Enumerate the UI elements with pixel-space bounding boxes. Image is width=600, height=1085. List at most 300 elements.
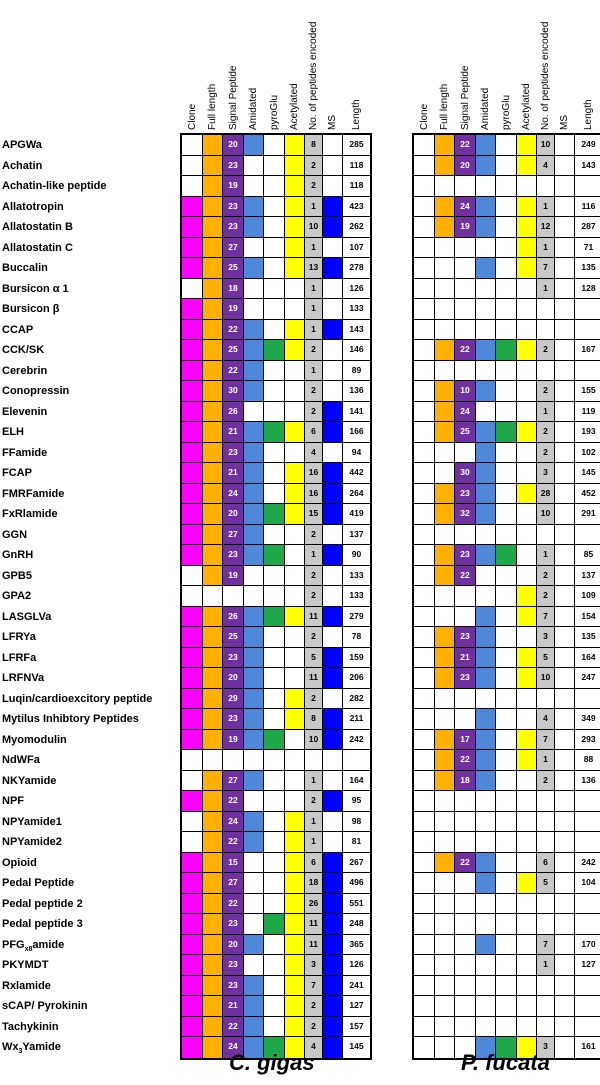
cell-full [435,258,455,279]
cell-ms [323,627,343,648]
cell-full [203,935,223,956]
cell-amid [244,135,264,156]
row-label [2,914,83,934]
cell-pyro [264,750,285,771]
cell-sp: 25 [455,422,476,443]
cell-ms [323,996,343,1017]
row-label-name: Pedal Peptide [2,877,75,889]
cell-ms [323,812,343,833]
cell-pyro [264,709,285,730]
cell-clone [414,996,435,1017]
cell-len: 145 [575,463,600,484]
column-header-pf: Signal Peptide [459,65,471,130]
cell-amid [476,771,496,792]
cell-acet [285,197,305,218]
cell-pep: 3 [537,627,555,648]
row-label-name: FMRFamide [2,487,65,500]
cell-full [203,668,223,689]
cell-ms [555,586,575,607]
cell-ms [323,545,343,566]
cell-acet [517,340,537,361]
cell-sp: 20 [223,135,244,156]
column-header-pf: Amidated [480,87,491,130]
cell-pyro [264,484,285,505]
cell-full [203,381,223,402]
cell-full [203,894,223,915]
cell-sp: 20 [455,156,476,177]
cell-full [435,299,455,320]
cell-full [435,873,455,894]
cell-len: 135 [575,627,600,648]
cell-clone [182,197,203,218]
cell-len: 126 [343,279,370,300]
cell-acet [517,156,537,177]
row-label-name: Elevenin [2,405,48,418]
cell-len: 102 [575,443,600,464]
cell-full [203,217,223,238]
cell-full [203,422,223,443]
column-header-cg: Clone [186,103,198,130]
cell-pep: 7 [537,730,555,751]
cell-amid [244,258,264,279]
cell-pep: 4 [305,1037,323,1058]
cell-full [435,976,455,997]
cell-pyro [496,791,517,812]
cell-amid [476,381,496,402]
row-label [2,566,32,586]
cell-full [435,709,455,730]
row-label-name: Buccalin [2,262,48,274]
cell-acet [285,709,305,730]
cell-amid [244,340,264,361]
cell-len: 551 [343,894,370,915]
cell-pyro [264,914,285,935]
cell-amid [244,771,264,792]
cell-full [203,176,223,197]
cell-pep: 1 [537,197,555,218]
species-label-c-gigas: C. gigas [229,1050,315,1075]
cell-sp [455,996,476,1017]
cell-pyro [496,566,517,587]
cell-pep: 16 [305,484,323,505]
cell-amid [244,996,264,1017]
cell-acet [285,402,305,423]
cell-acet [517,668,537,689]
cell-clone [414,156,435,177]
cell-len: 143 [575,156,600,177]
cell-clone [182,791,203,812]
cell-len: 145 [343,1037,370,1058]
cell-amid [244,709,264,730]
cell-amid [476,955,496,976]
cell-pyro [264,422,285,443]
cell-sp: 25 [223,627,244,648]
cell-full [435,197,455,218]
cell-amid [476,976,496,997]
cell-full [203,812,223,833]
row-label-name: Allatostatin C [2,241,73,254]
row-label-name: CCAP [2,323,34,336]
row-label [2,607,51,627]
cell-pyro [264,545,285,566]
cell-full [435,750,455,771]
cell-sp: 24 [455,197,476,218]
cell-acet [517,996,537,1017]
cell-clone [414,443,435,464]
row-label [2,525,27,545]
cell-clone [182,709,203,730]
cell-amid [244,361,264,382]
cell-acet [285,894,305,915]
cell-pyro [264,299,285,320]
cell-pyro [264,812,285,833]
cell-len: 442 [343,463,370,484]
cell-sp: 19 [223,299,244,320]
cell-pyro [496,586,517,607]
cell-amid [476,750,496,771]
cell-pep: 1 [537,238,555,259]
cell-clone [182,299,203,320]
cell-amid [476,586,496,607]
row-label [2,197,64,217]
cell-ms [555,238,575,259]
cell-clone [182,545,203,566]
cell-full [203,545,223,566]
cell-ms [555,812,575,833]
cell-full [203,361,223,382]
cell-len: 206 [343,668,370,689]
cell-pep: 1 [305,238,323,259]
cell-acet [285,443,305,464]
cell-pep: 2 [305,340,323,361]
cell-clone [182,894,203,915]
cell-sp: 19 [223,566,244,587]
cell-clone [414,176,435,197]
column-header-pf: pyroGlu [500,94,512,130]
cell-ms [555,361,575,382]
cell-sp: 22 [455,135,476,156]
cell-ms [323,853,343,874]
cell-amid [244,607,264,628]
cell-pyro [264,996,285,1017]
cell-amid [244,443,264,464]
cell-sp: 23 [223,955,244,976]
row-label [2,750,40,770]
cell-acet [285,299,305,320]
cell-ms [323,832,343,853]
cell-acet [517,484,537,505]
cell-sp [455,258,476,279]
cell-clone [414,627,435,648]
cell-len [575,525,600,546]
cell-pep: 7 [305,976,323,997]
cell-pyro [496,545,517,566]
cell-amid [244,914,264,935]
cell-sp: 22 [223,894,244,915]
cell-pep: 12 [537,217,555,238]
cell-pyro [496,340,517,361]
cell-pyro [496,525,517,546]
cell-ms [555,894,575,915]
cell-acet [517,422,537,443]
cell-sp: 17 [455,730,476,751]
cell-pyro [264,689,285,710]
cell-clone [182,135,203,156]
cell-ms [323,791,343,812]
cell-amid [244,689,264,710]
cell-sp [455,586,476,607]
cell-pep: 11 [305,914,323,935]
cell-len: 211 [343,709,370,730]
cell-clone [414,258,435,279]
cell-acet [517,217,537,238]
cell-clone [182,504,203,525]
cell-full [203,340,223,361]
cell-pep: 1 [305,361,323,382]
row-label-suffix: amide [32,938,65,951]
cell-amid [244,668,264,689]
row-label-subscript: x8 [24,945,33,953]
cell-pep: 13 [305,258,323,279]
cell-sp [455,443,476,464]
cell-pep [537,1017,555,1038]
cell-full [435,627,455,648]
cell-clone [182,463,203,484]
row-label-name: APGWa [2,139,42,151]
cell-clone [414,135,435,156]
cell-len: 109 [575,586,600,607]
cell-pep: 11 [305,607,323,628]
cell-acet [517,853,537,874]
cell-pyro [264,586,285,607]
cell-clone [414,238,435,259]
row-label [2,894,83,914]
row-label-name: GnRH [2,549,34,561]
cell-acet [517,504,537,525]
cell-ms [555,156,575,177]
cell-pyro [496,648,517,669]
cell-ms [555,197,575,218]
cell-pep: 2 [305,1017,323,1038]
cell-sp: 22 [223,1017,244,1038]
row-label [2,668,44,688]
row-label-name: FFamide [2,446,48,459]
cell-pyro [496,914,517,935]
cell-amid [476,812,496,833]
cell-clone [182,771,203,792]
cell-clone [414,853,435,874]
cell-amid [476,258,496,279]
cell-acet [517,730,537,751]
cell-clone [414,935,435,956]
row-label-name: Conopressin [2,385,70,397]
cell-sp [455,279,476,300]
cell-amid [244,320,264,341]
cell-full [203,976,223,997]
cell-pyro [264,504,285,525]
cell-pyro [496,217,517,238]
cell-pyro [264,217,285,238]
cell-pyro [496,504,517,525]
cell-len [575,812,600,833]
cell-full [435,463,455,484]
cell-sp: 19 [223,730,244,751]
cell-len [575,996,600,1017]
cell-acet [517,1017,537,1038]
cell-amid [244,402,264,423]
cell-len: 154 [575,607,600,628]
cell-clone [414,197,435,218]
cell-full [435,135,455,156]
row-label-name: LRFNVa [2,672,45,684]
cell-ms [323,771,343,792]
cell-full [435,156,455,177]
cell-pep: 2 [305,689,323,710]
cell-ms [555,422,575,443]
cell-pep: 1 [305,320,323,341]
cell-sp: 27 [223,525,244,546]
row-label-name: Cerebrin [2,364,48,377]
cell-ms [323,935,343,956]
cell-pyro [264,340,285,361]
cell-pep: 2 [537,586,555,607]
cell-sp: 21 [223,463,244,484]
cell-amid [476,873,496,894]
cell-amid [476,504,496,525]
cell-clone [414,361,435,382]
row-label-name: Allatotropin [2,200,64,213]
cell-full [203,525,223,546]
cell-clone [414,504,435,525]
cell-len: 247 [575,668,600,689]
row-label [2,258,48,278]
cell-acet [285,1017,305,1038]
cell-pyro [264,320,285,341]
cell-pyro [496,156,517,177]
cell-acet [285,176,305,197]
cell-sp: 26 [223,607,244,628]
cell-amid [244,894,264,915]
cell-clone [414,525,435,546]
cell-pyro [496,279,517,300]
row-label [2,791,24,811]
cell-ms [555,279,575,300]
cell-sp [223,750,244,771]
column-header-cg: MS [327,115,338,130]
cell-sp [455,935,476,956]
cell-clone [414,463,435,484]
cell-pep: 7 [537,607,555,628]
cell-pyro [264,176,285,197]
cell-amid [476,648,496,669]
cell-len: 137 [575,566,600,587]
cell-len: 278 [343,258,370,279]
cell-full [435,402,455,423]
cell-full [203,402,223,423]
cell-full [435,996,455,1017]
column-header-cg: Amidated [248,87,259,130]
cell-sp: 27 [223,238,244,259]
row-label-name: Achatin [2,159,43,172]
cell-pyro [264,361,285,382]
cell-ms [323,238,343,259]
cell-ms [323,156,343,177]
cell-pep: 26 [305,894,323,915]
cell-len [575,299,600,320]
cell-len: 126 [343,955,370,976]
cell-len: 249 [575,135,600,156]
cell-len: 164 [343,771,370,792]
cell-ms [555,484,575,505]
cell-clone [182,935,203,956]
cell-len: 137 [343,525,370,546]
cell-pyro [496,463,517,484]
cell-len: 164 [575,648,600,669]
cell-pyro [264,648,285,669]
cell-ms [555,1017,575,1038]
cell-amid [244,176,264,197]
cell-pyro [496,361,517,382]
cell-clone [182,238,203,259]
cell-sp: 23 [223,156,244,177]
cell-clone [182,996,203,1017]
cell-len: 166 [343,422,370,443]
cell-len [575,791,600,812]
cell-pep [537,914,555,935]
row-label [2,299,59,319]
cell-ms [555,320,575,341]
cell-pyro [264,730,285,751]
cell-acet [517,873,537,894]
column-header-pf: Acetylated [521,83,532,130]
cell-sp: 23 [223,197,244,218]
cell-ms [323,894,343,915]
row-label-name: PFG [2,938,25,951]
cell-acet [285,422,305,443]
cell-pep: 1 [305,279,323,300]
row-label [2,996,88,1016]
cell-sp: 22 [455,566,476,587]
row-label [2,648,36,668]
column-header-pf: Clone [418,103,430,130]
cell-amid [476,176,496,197]
cell-full [435,689,455,710]
cell-clone [414,730,435,751]
cell-amid [244,463,264,484]
cell-sp: 18 [455,771,476,792]
cell-sp: 24 [223,1037,244,1058]
cell-amid [244,955,264,976]
cell-len: 452 [575,484,600,505]
cell-len: 423 [343,197,370,218]
cell-sp: 23 [223,217,244,238]
cell-acet [285,996,305,1017]
cell-clone [414,894,435,915]
cell-acet [517,443,537,464]
cell-pyro [496,258,517,279]
cell-len: 241 [343,976,370,997]
cell-pyro [496,320,517,341]
cell-pep: 1 [305,197,323,218]
cell-ms [323,258,343,279]
cell-amid [476,627,496,648]
row-label-name: Pedal peptide 3 [2,918,83,930]
cell-pyro [264,381,285,402]
cell-amid [244,217,264,238]
cell-sp: 24 [223,812,244,833]
cell-amid [244,1017,264,1038]
cell-clone [182,955,203,976]
